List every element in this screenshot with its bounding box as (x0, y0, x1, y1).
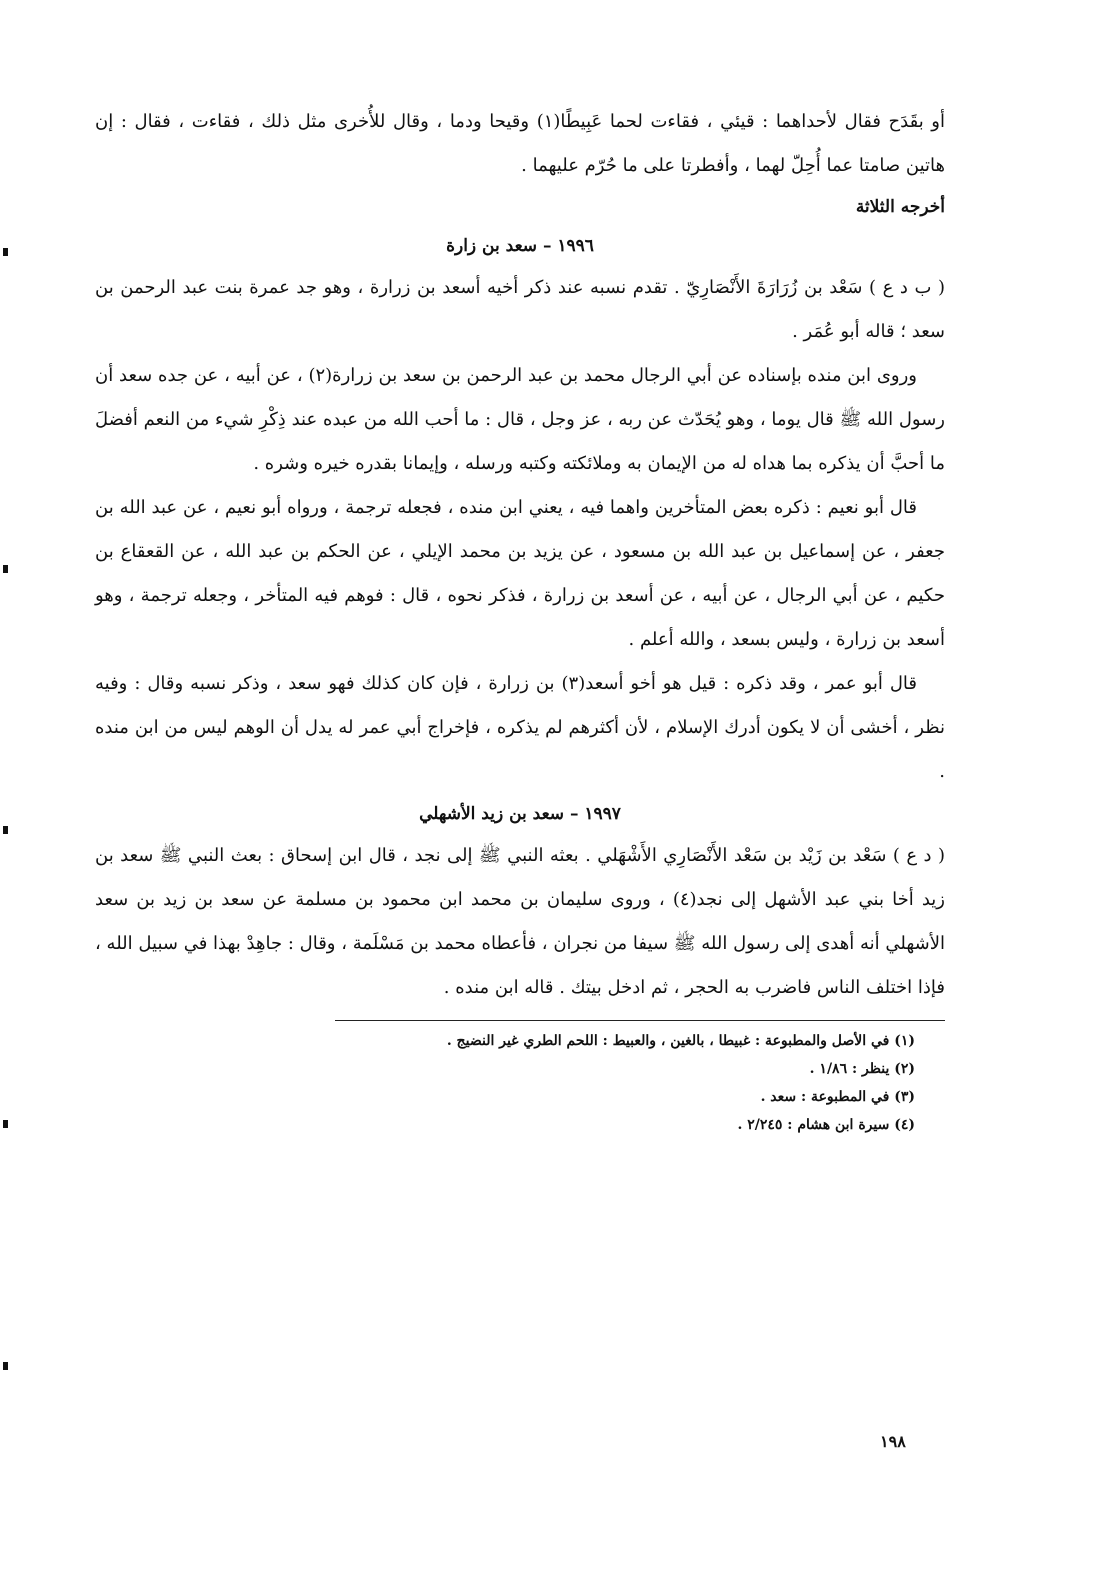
entry-1996-paragraph-3: قال أبو نعيم : ذكره بعض المتأخرين واهما فيه ، يعني ابن منده ، فجعله ترجمة ، ورواه أبو نعيم ، عن عبد الله بن جعفر ، عن إسماعيل بن عبد الله بن مسعود ، عن يزيد بن محمد الإيلي ، عن الحكم بن عبد الله ، عن القعقاع بن حكيم ، عن أبي الرجال ، عن أبيه ، عن أسعد بن زرارة ، فذكر نحوه ، قال : فوهم فيه المتأخر ، وجعله ترجمة ، وهو أسعد بن زرارة ، وليس بسعد ، والله أعلم . (95, 497, 945, 650)
source-note: أخرجه الثلاثة (855, 197, 945, 217)
paragraph-continuation: أو بقَدَح فقال لأحداهما : قيئي ، فقاءت لحما عَبِيطًا(١) وقيحا ودما ، وقال للأُخرى مثل ذلك ، فقاءت ، فقال : إن هاتين صامتا عما أُحِلّ لهما ، وأفطرتا على ما حُرّم عليهما . (95, 111, 946, 176)
entry-heading-1997: ١٩٩٧ – سعد بن زيد الأشهلي (419, 804, 621, 824)
gutter-mark (3, 1120, 8, 1128)
footnote-3: (٣) في المطبوعة : سعد . (760, 1089, 915, 1105)
footnote-1: (١) في الأصل والمطبوعة : غبيطا ، بالغين ، والعبيط : اللحم الطري غير النضيج . (446, 1033, 915, 1049)
document-page (95, 100, 945, 1139)
gutter-mark (3, 565, 8, 573)
footnote-2: (٢) ينظر : ١/٨٦ . (809, 1061, 915, 1077)
entry-1996-paragraph-2: وروى ابن منده بإسناده عن أبي الرجال محمد بن عبد الرحمن بن سعد بن زرارة(٢) ، عن أبيه ، عن جده سعد أن رسول الله ﷺ قال يوما ، وهو يُحَدّث عن ربه ، عز وجل ، قال : ما أحب الله من عبده عند ذِكْرِ شيء من النعم أفضلَ ما أحبَّ أن يذكره بما هداه له من الإيمان به وملائكته وكتبه ورسله ، وإيمانا بقدره خيره وشره . (95, 365, 945, 474)
footnote-divider (335, 1020, 945, 1021)
entry-heading-1996: ١٩٩٦ – سعد بن زارة (446, 236, 594, 256)
gutter-mark (3, 826, 8, 834)
footnotes (95, 1027, 945, 1139)
footnote-4: (٤) سيرة ابن هشام : ٢/٢٤٥ . (737, 1117, 915, 1133)
page-number: ١٩٨ (880, 1432, 906, 1451)
entry-1997-paragraph-1: ( د ع ) سَعْد بن زَيْد بن سَعْد الأَنْصَارِي الأَشْهَلي . بعثه النبي ﷺ إلى نجد ، قال ابن إسحاق : بعث النبي ﷺ سعد بن زيد أخا بني عبد الأشهل إلى نجد(٤) ، وروى سليمان بن محمد ابن محمود بن مسلمة عن سعد بن زيد بن سعد الأشهلي أنه أهدى إلى رسول الله ﷺ سيفا من نجران ، فأعطاه محمد بن مَسْلَمة ، وقال : جاهِدْ بهذا في سبيل الله ، فإذا اختلف الناس فاضرب به الحجر ، ثم ادخل بيتك . قاله ابن منده . (95, 845, 945, 998)
entry-1996-paragraph-4: قال أبو عمر ، وقد ذكره : قيل هو أخو أسعد(٣) بن زرارة ، فإن كان كذلك فهو سعد ، وذكر نسبه وقال : وفيه نظر ، أخشى أن لا يكون أدرك الإسلام ، لأن أكثرهم لم يذكره ، فإخراج أبي عمر له يدل أن الوهم ليس من ابن منده . (95, 673, 945, 782)
gutter-mark (3, 1362, 8, 1370)
gutter-mark (3, 248, 8, 256)
entry-1996-paragraph-1: ( ب د ع ) سَعْد بن زُرَارَةَ الأَنْصَارِيّ . تقدم نسبه عند ذكر أخيه أسعد بن زرارة ، وهو جد عمرة بنت عبد الرحمن بن سعد ؛ قاله أبو عُمَر . (95, 277, 945, 342)
